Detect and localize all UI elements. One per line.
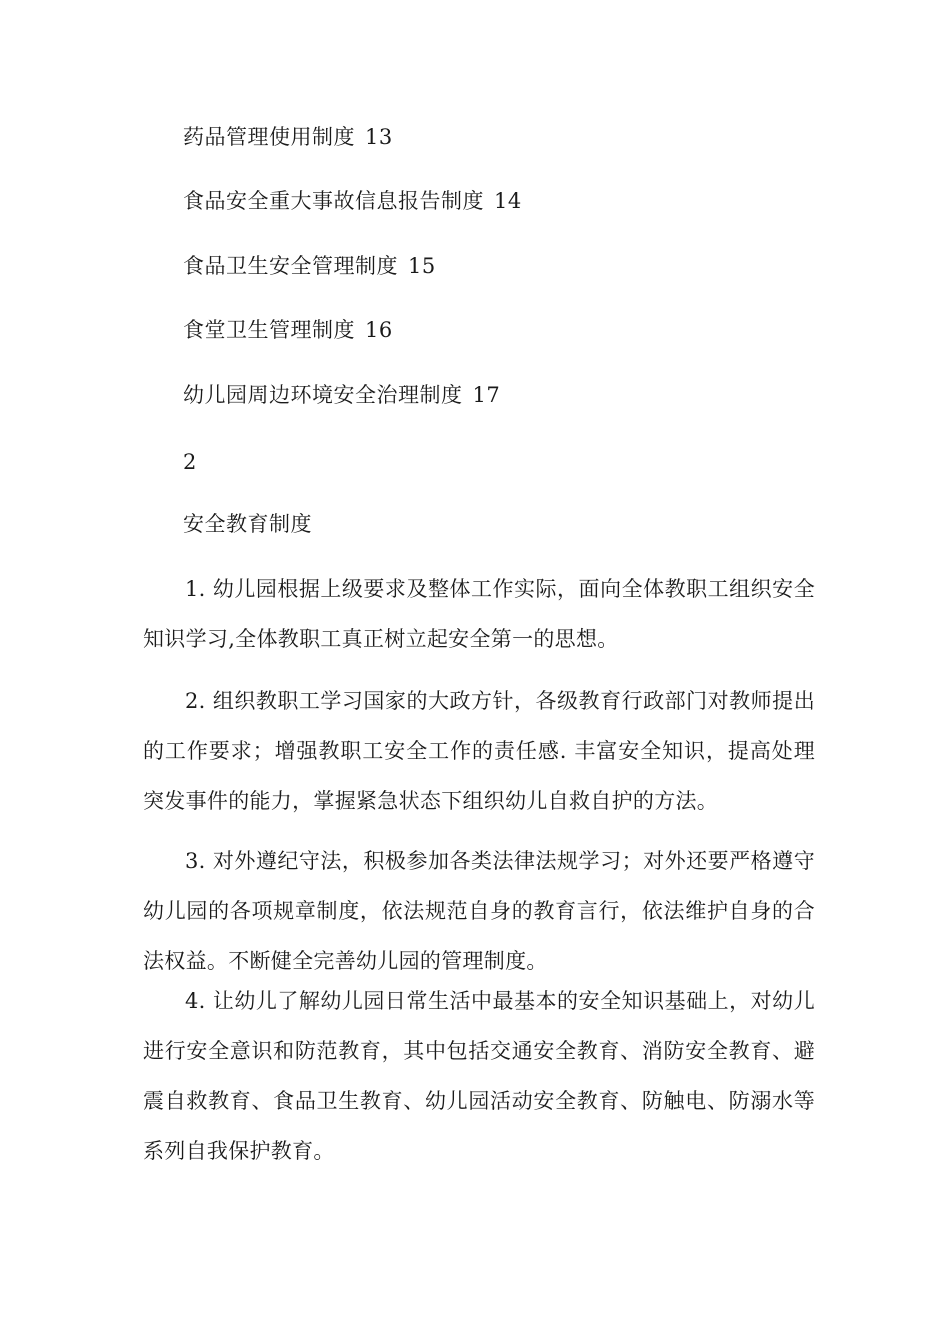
paragraph: 2. 组织教职工学习国家的大政方针，各级教育行政部门对教师提出的工作要求；增强教职工安全工作的责任感. 丰富安全知识，提高处理突发事件的能力，掌握紧急状态下组织幼儿自救自护的方法。	[143, 689, 815, 813]
section-title: 安全教育制度	[183, 512, 312, 536]
toc-entry	[183, 187, 522, 215]
toc-entry-title: 食品卫生安全管理制度	[183, 254, 398, 278]
toc-entry-title: 食堂卫生管理制度	[183, 318, 355, 342]
toc-entry-title: 药品管理使用制度	[183, 125, 355, 149]
toc-entry-page: 15	[408, 254, 436, 278]
toc-entry	[183, 316, 393, 344]
paragraph: 4. 让幼儿了解幼儿园日常生活中最基本的安全知识基础上，对幼儿进行安全意识和防范教育，其中包括交通安全教育、消防安全教育、避震自救教育、食品卫生教育、幼儿园活动安全教育、防触电、防溺水等系列自我保护教育。	[143, 989, 815, 1163]
paragraph: 1. 幼儿园根据上级要求及整体工作实际，面向全体教职工组织安全知识学习,全体教职工真正树立起安全第一的思想。	[143, 577, 815, 651]
toc-entry-page: 13	[365, 125, 393, 149]
toc-entry	[183, 252, 436, 280]
toc-entry-page: 14	[494, 189, 522, 213]
page-number: 2	[183, 450, 197, 474]
toc-entry	[183, 123, 393, 151]
toc-entry-page: 17	[472, 383, 501, 407]
paragraph: 3. 对外遵纪守法，积极参加各类法律法规学习；对外还要严格遵守幼儿园的各项规章制度，依法规范自身的教育言行，依法维护自身的合法权益。不断健全完善幼儿园的管理制度。	[143, 849, 815, 973]
toc-entry-page: 16	[365, 318, 393, 342]
toc-entry-title: 食品安全重大事故信息报告制度	[183, 189, 484, 213]
toc-entry-title: 幼儿园周边环境安全治理制度	[183, 383, 463, 407]
toc-entry	[183, 381, 500, 409]
